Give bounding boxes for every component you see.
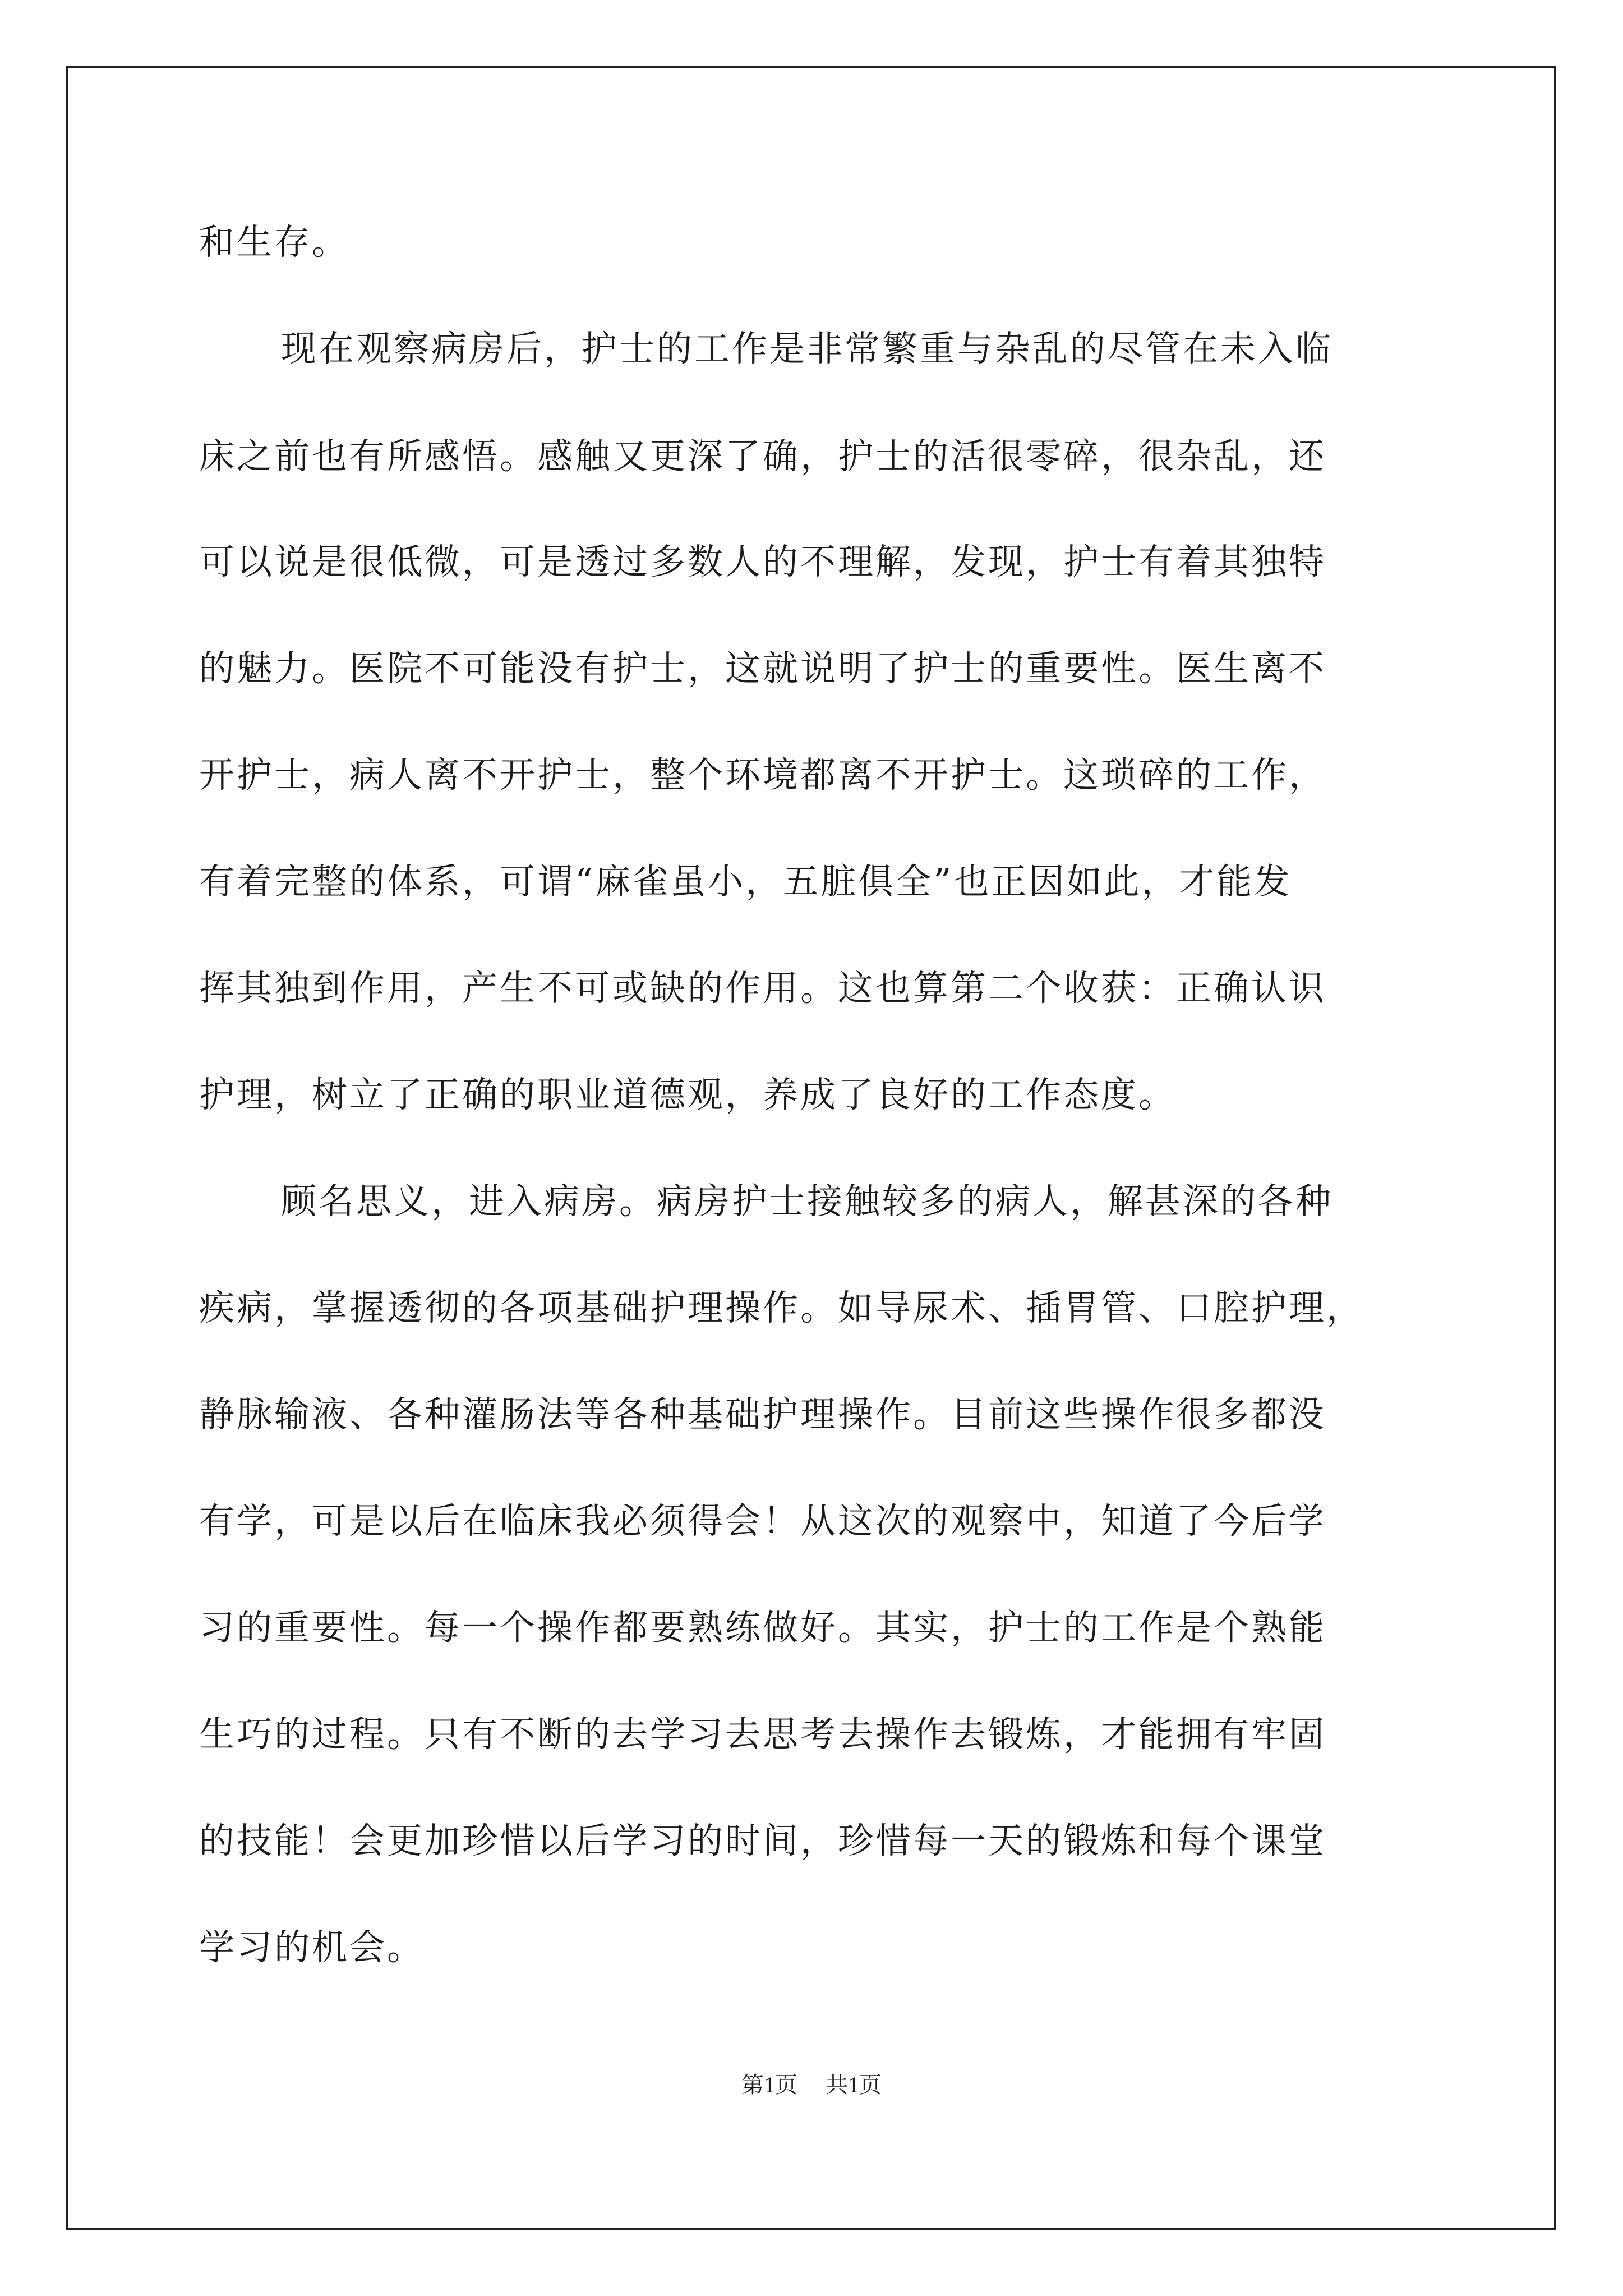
- text-line: 习的重要性。每一个操作都要熟练做好。其实，护士的工作是个熟能: [199, 1607, 1326, 1648]
- text-line: 的魅力。医院不可能没有护士，这就说明了护士的重要性。医生离不: [199, 648, 1326, 689]
- text-line: 学习的机会。: [199, 1927, 425, 1968]
- text-line: 可以说是很低微，可是透过多数人的不理解，发现，护士有着其独特: [199, 541, 1326, 582]
- text-line: 静脉输液、各种灌肠法等各种基础护理操作。目前这些操作很多都没: [199, 1394, 1326, 1435]
- text-line: 生巧的过程。只有不断的去学习去思考去操作去锻炼，才能拥有牢固: [199, 1714, 1326, 1755]
- text-line: 有学，可是以后在临床我必须得会！从这次的观察中，知道了今后学: [199, 1501, 1326, 1542]
- page-footer: [0, 2067, 1623, 2099]
- paragraph-start-line: 顾名思义，进入病房。病房护士接触较多的病人，解甚深的各种: [281, 1181, 1333, 1222]
- text-line: 和生存。: [199, 222, 349, 263]
- page-total: 共1页: [826, 2072, 882, 2097]
- page-border: [66, 66, 1556, 2230]
- page-number: 第1页: [741, 2072, 797, 2097]
- text-line: 有着完整的体系，可谓“麻雀虽小，五脏俱全”也正因如此，才能发: [199, 861, 1292, 902]
- text-line: 护理，树立了正确的职业道德观，养成了良好的工作态度。: [199, 1074, 1176, 1115]
- text-line: 开护士，病人离不开护士，整个环境都离不开护士。这琐碎的工作，: [199, 754, 1326, 795]
- text-line: 疾病，掌握透彻的各项基础护理操作。如导尿术、插胃管、口腔护理，: [199, 1287, 1364, 1328]
- paragraph-start-line: 现在观察病房后，护士的工作是非常繁重与杂乱的尽管在未入临: [281, 328, 1333, 369]
- text-line: 床之前也有所感悟。感触又更深了确，护士的活很零碎，很杂乱，还: [199, 436, 1326, 477]
- text-line: 的技能！会更加珍惜以后学习的时间，珍惜每一天的锻炼和每个课堂: [199, 1820, 1326, 1861]
- text-line: 挥其独到作用，产生不可或缺的作用。这也算第二个收获：正确认识: [199, 968, 1326, 1009]
